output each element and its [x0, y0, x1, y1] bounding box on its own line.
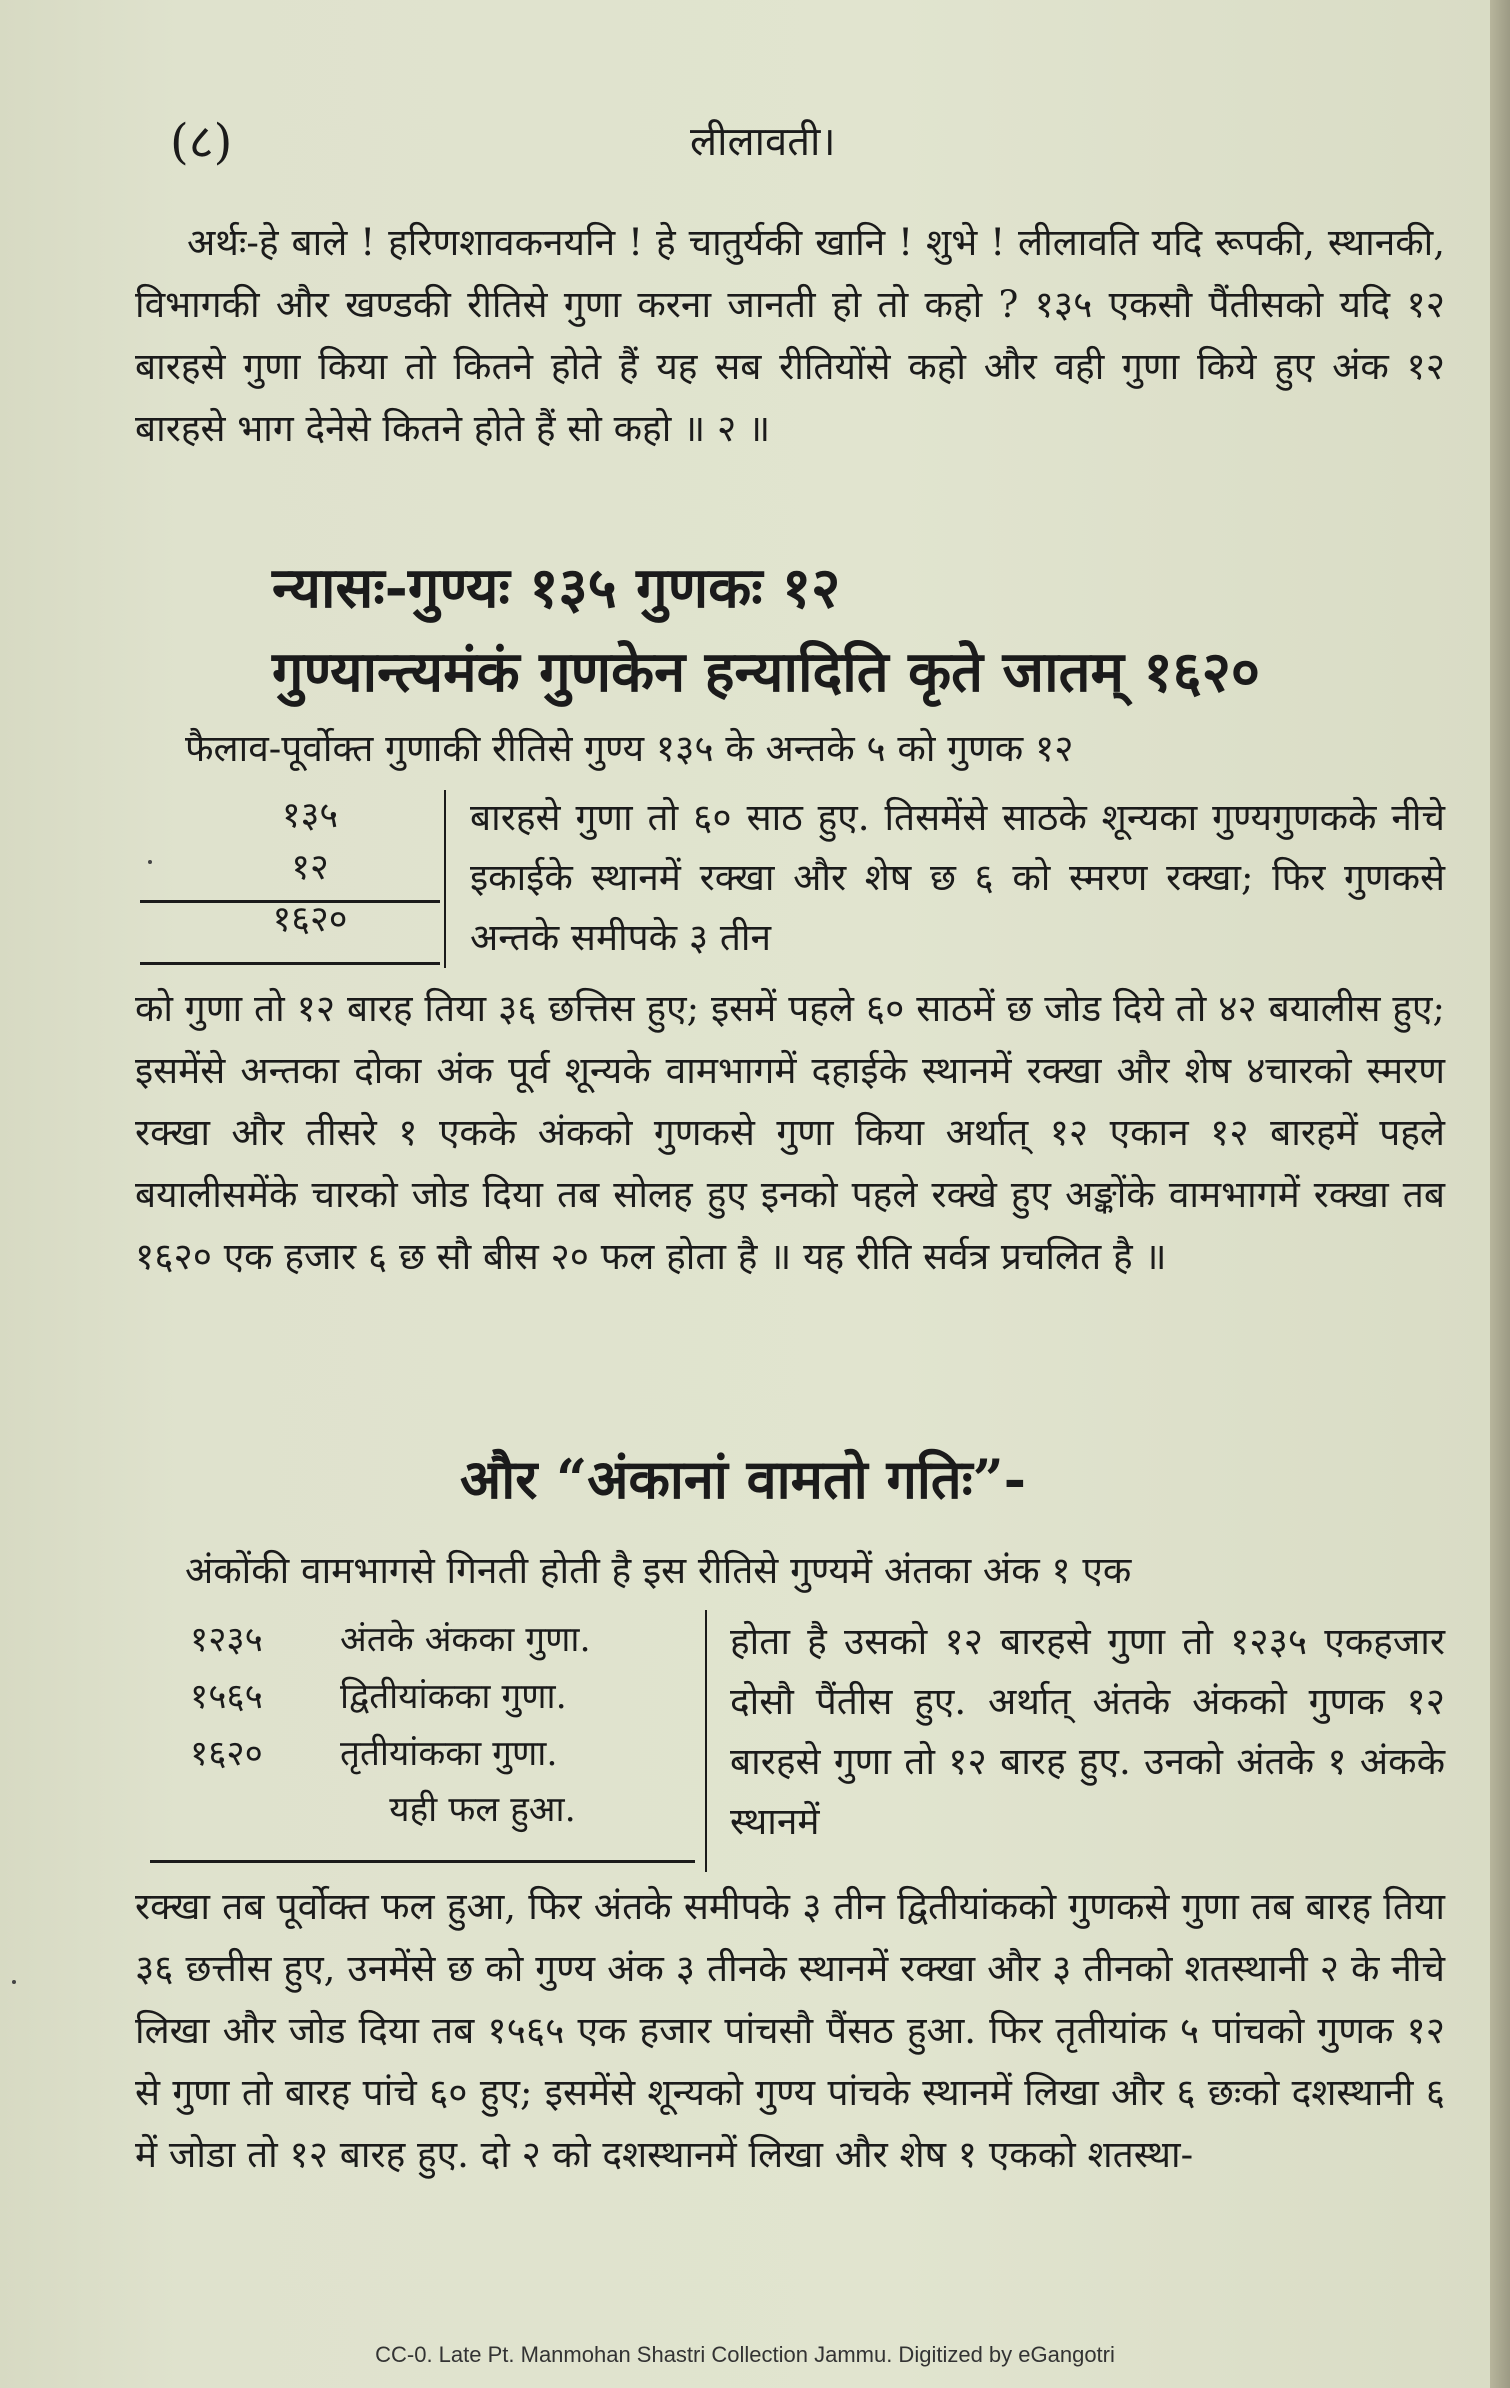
second-method-first-line: अंकोंकी वामभागसे गिनती होती है इस रीतिसे गुण्यमें अंतका अंक १ एक	[185, 1549, 1132, 1592]
table-result: यही फल हुआ.	[389, 1790, 576, 1830]
table-value: १२३५	[190, 1620, 263, 1660]
meaning-paragraph: अर्थः-हे बाले ! हरिणशावकनयनि ! हे चातुर्यकी खानि ! शुभे ! लीलावति यदि रूपकी, स्थानकी, विभागकी और खण्डकी रीतिसे गुणा करना जानती हो तो कहो ? १३५ एकसौ पैंतीसको यदि १२ बारहसे गुणा किया तो कितने होते हैं यह सब रीतियोंसे कहो और वही गुणा किये हुए अंक १२ बारहसे भाग देनेसे कितने होते हैं सो कहो ॥ २ ॥	[135, 221, 1445, 450]
calc-multiplicand: १३५	[281, 795, 339, 836]
table-label: अंतके अंकका गुणा.	[340, 1620, 591, 1660]
table-row	[150, 1726, 695, 1783]
calc-rule-1	[140, 900, 440, 903]
explanation-continuation: को गुणा तो १२ बारह तिया ३६ छत्तिस हुए; इसमें पहले ६० साठमें छ जोड दिये तो ४२ बयालीस हुए; इसमेंसे अन्तका दोका अंक पूर्व शून्यके वामभागमें दहाईके स्थानमें रक्खा और शेष ४चारको स्मरण रक्खा और तीसरे १ एकके अंकको गुणकसे गुणा किया अर्थात् १२ एकान १२ बारहमें पहले बयालीसमेंके चारको जोड दिया तब सोलह हुए इनको पहले रक्खे हुए अङ्कोंके वामभागमें रक्खा तब १६२० एक हजार ६ छ सौ बीस २० फल होता है ॥ यह रीति सर्वत्र प्रचलित है ॥	[135, 987, 1445, 1278]
table-row	[150, 1669, 695, 1726]
calc-product: १६२०	[272, 899, 348, 940]
explanation-side-text: बारहसे गुणा तो ६० साठ हुए. तिसमेंसे साठके शून्यका गुण्यगुणकके नीचे इकाईके स्थानमें रक्खा और शेष छ ६ को स्मरण रक्खा; फिर गुणकसे अन्तके समीपके ३ तीन	[470, 796, 1445, 959]
nyasa-line-1: न्यासः-गुण्यः १३५ गुणकः १२	[272, 555, 841, 621]
ink-speck	[148, 860, 152, 864]
nyasa-line-2: गुण्यान्त्यमंकं गुणकेन हन्यादिति कृते जातम् १६२०	[272, 639, 1260, 705]
second-method-continuation: रक्खा तब पूर्वोक्त फल हुआ, फिर अंतके समीपके ३ तीन द्वितीयांकको गुणकसे गुणा तब बारह तिया ३६ छत्तीस हुए, उनमेंसे छ को गुण्य अंक ३ तीनके स्थानमें रक्खा और ३ तीनको शतस्थानी २ के नीचे लिखा और जोड दिया तब १५६५ एक हजार पांचसौ पैंसठ हुआ. फिर तृतीयांक ५ पांचको गुणक १२ से गुणा तो बारह पांचे ६० हुए; इसमेंसे शून्यको गुण्य पांचके स्थानमें लिखा और ६ छःको दशस्थानी ६ में जोडा तो १२ बारह हुए. दो २ को दशस्थानमें लिखा और शेष १ एकको शतस्था-	[135, 1885, 1445, 2176]
running-title: लीलावती।	[690, 119, 836, 165]
calc-multiplier: १२	[291, 847, 329, 888]
page-binding-edge	[1490, 0, 1510, 2388]
steps-table	[150, 1612, 695, 1838]
table-value: १५६५	[190, 1677, 263, 1717]
ink-speck	[12, 1980, 16, 1984]
table-divider	[705, 1610, 707, 1872]
table-label: तृतीयांकका गुणा.	[340, 1734, 558, 1774]
table-row	[150, 1612, 695, 1669]
page-header	[160, 108, 1420, 178]
explanation-first-line: फैलाव-पूर्वोक्त गुणाकी रीतिसे गुण्य १३५ के अन्तके ५ को गुणक १२	[185, 727, 1074, 770]
calc-rule-2	[140, 962, 440, 965]
second-method-side-text: होता है उसको १२ बारहसे गुणा तो १२३५ एकहजार दोसौ पैंतीस हुए. अर्थात् अंतके अंकको गुणक १२ बारहसे गुणा तो १२ बारह हुए. उनको अंतके १ अंकके स्थानमें	[730, 1620, 1445, 1843]
digitization-footer: CC-0. Late Pt. Manmohan Shastri Collection Jammu. Digitized by eGangotri	[375, 2342, 1115, 2367]
table-value: १६२०	[190, 1734, 263, 1774]
subheading: और “अंकानां वामतो गतिः”-	[460, 1447, 1027, 1511]
page-number: (८)	[170, 114, 233, 170]
table-label: द्वितीयांकका गुणा.	[340, 1677, 567, 1717]
calc-divider	[444, 790, 446, 968]
table-rule	[150, 1860, 695, 1863]
calculation-block	[140, 790, 440, 946]
